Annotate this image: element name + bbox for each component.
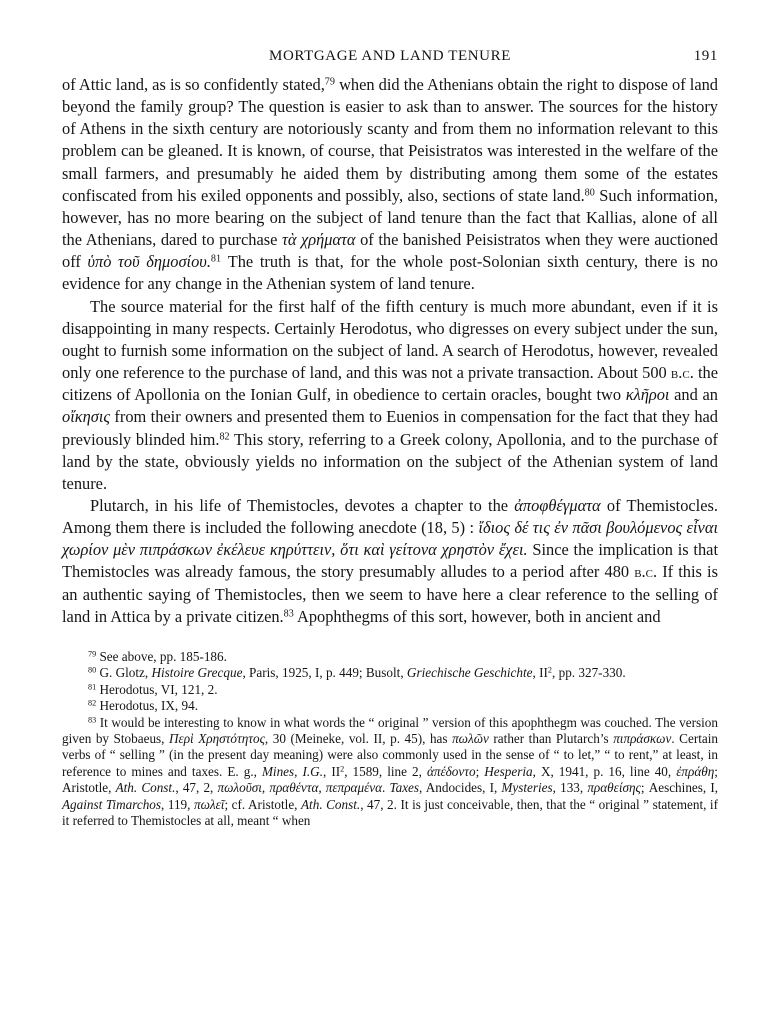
footnote-marker: 80 xyxy=(88,665,97,675)
footnotes xyxy=(62,649,718,829)
paragraph xyxy=(62,296,718,495)
italic-text: κλῆροι xyxy=(625,385,670,405)
text-run: , 30 (Meineke, vol. II, p. 45), has xyxy=(264,730,453,746)
footnote-marker: 82 xyxy=(219,430,230,442)
greek-term: πωλεῖ xyxy=(193,796,225,812)
era-abbreviation: b.c. xyxy=(670,363,694,383)
greek-term: ἀπέδοντο xyxy=(426,763,476,779)
footnote-marker: 83 xyxy=(283,608,294,620)
footnote-marker: 81 xyxy=(210,253,222,265)
text-run: rather than Plutarch’s xyxy=(488,730,614,746)
italic-text: ὑπὸ τοῦ δημοσίου. xyxy=(87,252,211,272)
text-run: , X, 1941, p. 16, line 40, xyxy=(532,763,677,779)
text-run: Plutarch, in his life of Themistocles, devotes a chapter to the xyxy=(90,495,515,515)
footnote xyxy=(62,665,718,681)
text-run: Such information, however, has no more bearing on the subject of land tenure than the fact that Kallias, alone of all the Athenians, dared to purchase xyxy=(62,185,718,250)
italic-text: Griechische Geschichte xyxy=(406,665,533,681)
text-run: ; Aristotle, xyxy=(62,763,718,796)
text-run: of Attic land, as is so confidently stated, xyxy=(62,75,325,94)
greek-term: ἐπράθη xyxy=(676,763,715,779)
italic-text: οἴκησις xyxy=(62,407,111,427)
text-run: from their owners and presented them to Euenios in compensation for the fact that they had previously blinded him. xyxy=(62,407,718,449)
italic-text: Taxes xyxy=(389,780,420,796)
text-run: and an xyxy=(669,385,718,405)
footnote xyxy=(62,698,718,714)
italic-text: Hesperia xyxy=(484,763,533,779)
text-run: when did the Athenians obtain the right to dispose of land beyond the family group? The question is easier to ask than to answer. The sources for the history of Athens in the sixth century are notoriously scanty and from them no information relevant to this problem can be gleaned. It is known, of course, that Peisistratos was interested in the welfare of the small farmers, and presumably he aided them by distributing among them some of the estates confiscated from his exiled opponents and possibly, also, sections of state land. xyxy=(62,75,718,205)
text-run: , 133, xyxy=(552,780,588,796)
text-run: , Paris, 1925, I, p. 449; Busolt, xyxy=(242,665,407,681)
running-header xyxy=(62,48,718,74)
page-number: 191 xyxy=(693,48,718,64)
greek-term: πραθείσης xyxy=(587,780,641,796)
text-run: Herodotus, VI, 121, 2. xyxy=(96,681,218,697)
text-run: This story, referring to a Greek colony, Apollonia, and to the purchase of land by the state, obviously yields no information on the subject of the Athenian system of land tenure. xyxy=(62,429,718,493)
text-run: , Andocides, I, xyxy=(419,780,502,796)
running-title: MORTGAGE AND LAND TENURE xyxy=(269,48,511,64)
text-run: ; Aeschines, I, xyxy=(640,780,719,796)
greek-term: πωλοῦσι, πραθέντα, πεπραμένα xyxy=(217,780,383,796)
text-run: . Certain verbs of “ selling ” (in the present day meaning) were also commonly used in the sense of “ to let,” “ to rent,” at least, in reference to mines and taxes. E. g., xyxy=(62,730,718,779)
book-page xyxy=(62,48,718,829)
italic-text: Against Timarchos xyxy=(62,796,162,812)
footnote-marker: 82 xyxy=(88,698,97,708)
text-run: of the banished Peisistratos when they were auctioned off xyxy=(62,230,719,272)
body-text xyxy=(62,74,718,628)
text-run: Since the implication is that Themistocles was already famous, the story presumably alludes to a period after 480 xyxy=(62,540,718,582)
text-run: The source material for the first half of the fifth century is much more abundant, even if it is disappointing in many respects. Certainly Herodotus, who digresses on every subject under the sun, ought to furnish some information on the subject of land. A search of Herodotus, however, revealed only one reference to the purchase of land, and this was not a private transaction. About 500 xyxy=(62,296,718,383)
footnote-marker: 79 xyxy=(324,76,335,88)
text-run: The truth is that, for the whole post-Solonian sixth century, there is no evidence for any change in the Athenian system of land tenure. xyxy=(62,252,718,294)
italic-text: Ath. Const. xyxy=(301,796,361,812)
text-run: of Themistocles. Among them there is included the following anecdote (18, 5) : xyxy=(62,495,718,538)
footnote-marker: 2 xyxy=(340,764,345,774)
paragraph xyxy=(62,495,718,628)
text-run: , 47, 2. It is just conceivable, then, that the “ original ” statement, if it referred to Themistocles at all, meant “ when xyxy=(62,796,718,828)
greek-term: πιπράσκων xyxy=(613,730,672,746)
text-run: , pp. 327-330. xyxy=(552,665,626,681)
text-run: G. Glotz, xyxy=(96,665,152,681)
footnote xyxy=(62,715,718,830)
italic-text: Mines, I.G. xyxy=(261,763,323,779)
footnote-marker: 81 xyxy=(88,682,97,692)
greek-term: Περὶ Χρηστότητος xyxy=(169,730,265,746)
italic-text: ἴδιος δέ τις ἐν πᾶσι βουλόμενος εἶναι χωρίον μὲν πιπράσκων ἐκέλευε κηρύττειν, ὅτι καὶ γείτονα χρηστὸν ἔχει. xyxy=(62,518,718,560)
italic-text: τὰ χρήματα xyxy=(281,230,356,250)
text-run: See above, pp. 185-186. xyxy=(96,648,227,664)
text-run: If this is an authentic saying of Themistocles, then we seem to have here a clear reference to the selling of land in Attica by a private citizen. xyxy=(62,562,718,626)
italic-text: Histoire Grecque xyxy=(151,665,243,681)
italic-text: Mysteries xyxy=(501,780,553,796)
greek-term: πωλῶν xyxy=(452,730,489,746)
footnote xyxy=(62,682,718,698)
text-run: , II xyxy=(323,763,341,779)
era-abbreviation: b.c. xyxy=(634,562,658,582)
footnote-marker: 80 xyxy=(584,187,595,199)
text-run: , 1589, line 2, xyxy=(344,763,427,779)
text-run: , II xyxy=(532,665,548,681)
text-run: ; xyxy=(475,763,485,779)
text-run: . xyxy=(382,780,390,796)
italic-text: ἀποφθέγματα xyxy=(514,495,601,515)
footnote-marker: 79 xyxy=(88,649,97,659)
paragraph xyxy=(62,74,718,296)
footnote-marker: 83 xyxy=(88,715,97,725)
text-run: ; cf. Aristotle, xyxy=(224,796,301,812)
footnote-marker: 2 xyxy=(547,665,553,675)
text-run: the citizens of Apollonia on the Ionian Gulf, in obedience to certain oracles, bought two xyxy=(62,363,718,405)
footnote xyxy=(62,649,718,665)
text-run: , 119, xyxy=(161,796,194,812)
text-run: Apophthegms of this sort, however, both in ancient and xyxy=(293,606,661,626)
text-run: , 47, 2, xyxy=(175,780,218,796)
text-run: Herodotus, IX, 94. xyxy=(96,698,198,714)
text-run: It would be interesting to know in what words the “ original ” version of this apophthegm was couched. The version given by Stobaeus, xyxy=(62,714,718,746)
italic-text: Ath. Const. xyxy=(115,780,176,796)
